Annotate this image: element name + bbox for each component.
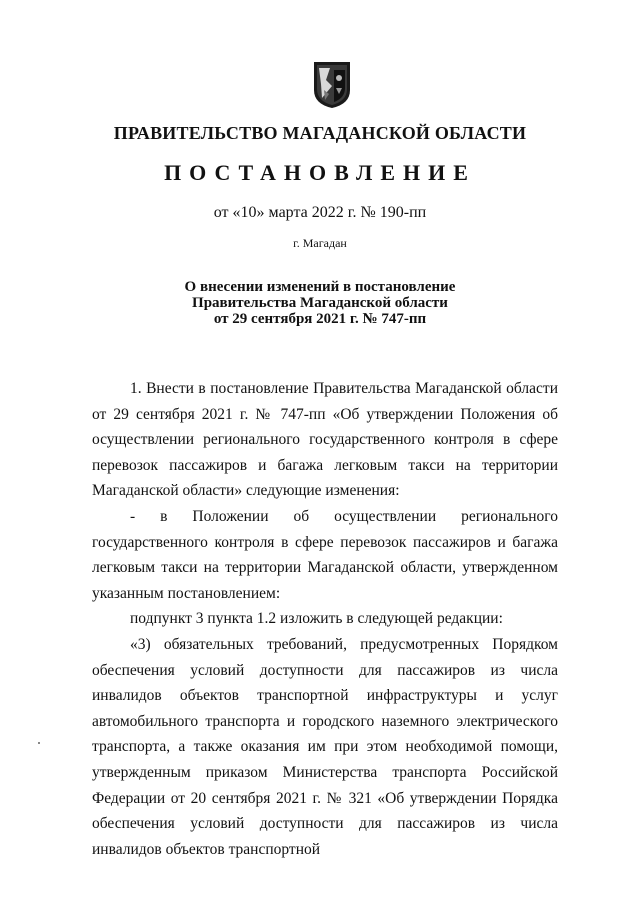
- organization-title: ПРАВИТЕЛЬСТВО МАГАДАНСКОЙ ОБЛАСТИ: [113, 123, 527, 143]
- body-paragraph: «3) обязательных требований, предусмотренных Порядком обеспечения условий доступности для пассажиров из числа инвалидов объектов транспортной инфраструктуры и услуг автомобильного транспорта и городского наземного электрического транспорта, а также оказания им при этом необходимой помощи, утвержденным приказом Министерства транспорта Российской Федерации от 20 сентября 2021 г. № 321 «Об утверждении Порядка обеспечения условий доступности для пассажиров из числа инвалидов объектов транспортной: [92, 635, 558, 858]
- document-subject: [0, 279, 640, 327]
- subject-line: от 29 сентября 2021 г. № 747-пп: [213, 311, 427, 327]
- subject-line: Правительства Магаданской области: [192, 295, 448, 311]
- subject-line: О внесении изменений в постановление: [184, 279, 456, 295]
- document-body: [92, 376, 558, 862]
- coat-of-arms-icon: [312, 60, 352, 110]
- document-type-title: ПОСТАНОВЛЕНИЕ: [164, 160, 476, 185]
- document-city: г. Магадан: [293, 236, 347, 250]
- document-date-number: от «10» марта 2022 г. № 190-пп: [213, 204, 427, 221]
- scan-artifact-dot: [38, 742, 40, 744]
- body-paragraph: подпункт 3 пункта 1.2 изложить в следующей редакции:: [130, 610, 503, 628]
- body-paragraph: - в Положении об осуществлении регионального государственного контроля в сфере перевозок пассажиров и багажа легковым такси на территории Магаданской области, утвержденном указанным постановлением:: [92, 507, 558, 602]
- body-paragraph: 1. Внести в постановление Правительства Магаданской области от 29 сентября 2021 г. № 747-пп «Об утверждении Положения об осуществлении регионального государственного контроля в сфере перевозок пассажиров и багажа легковым такси на территории Магаданской области» следующие изменения:: [92, 380, 558, 500]
